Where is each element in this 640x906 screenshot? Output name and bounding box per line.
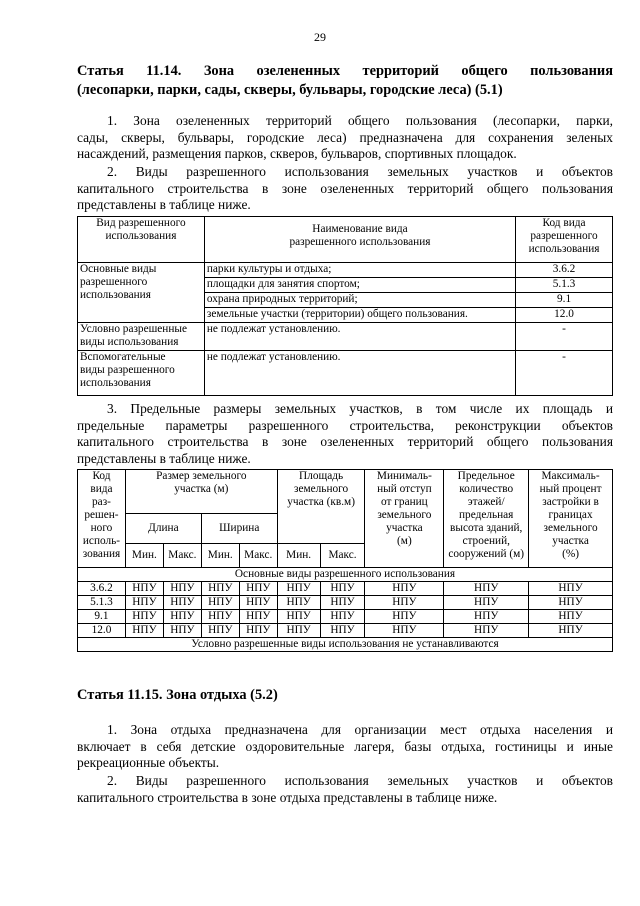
header-length: Длина <box>125 514 201 544</box>
cell: НПУ <box>320 624 365 638</box>
text-line: сады, скверы, бульвары, городские леса) предназначена для сохранения зеленых <box>77 129 613 145</box>
text-line: насаждений, размещения парков, скверов, бульваров, спортивных площадок. <box>77 146 517 161</box>
header-text: использования <box>105 230 177 242</box>
cell: НПУ <box>277 582 320 596</box>
label-text: виды разрешенного <box>80 364 175 376</box>
land-plot-limits-table <box>77 469 613 652</box>
header-max: Макс. <box>163 544 201 568</box>
cell: НПУ <box>365 582 444 596</box>
header-text: ного <box>90 522 113 534</box>
header-text: (%) <box>562 548 580 560</box>
article-11-14-title-line1: Статья 11.14. Зона озелененных территорий общего пользования <box>77 63 613 79</box>
table-row <box>78 351 613 396</box>
permitted-use-table <box>77 216 613 396</box>
cell: НПУ <box>125 582 163 596</box>
header-text: строений, <box>462 535 510 547</box>
text-line: капитального строительства в зоне озелененных территорий общего пользования <box>77 180 613 196</box>
header-text: земельного <box>377 509 432 521</box>
header-text: участка <box>552 535 589 547</box>
cell: НПУ <box>163 582 201 596</box>
header-max: Макс. <box>239 544 277 568</box>
header-min: Мин. <box>277 544 320 568</box>
text-line: представлены в таблице ниже. <box>77 450 251 466</box>
article-11-14-paragraph-1 <box>77 113 613 163</box>
cell: НПУ <box>444 582 529 596</box>
label-text: Вспомогательные <box>80 351 166 363</box>
header-max: Макс. <box>320 544 365 568</box>
header-text: Код <box>92 470 111 482</box>
header-plot-size <box>125 470 277 514</box>
cell: НПУ <box>163 596 201 610</box>
text-line: 3. Предельные размеры земельных участков, в том числе их площадь и <box>107 401 613 416</box>
header-text: участка (кв.м) <box>287 496 355 508</box>
header-width: Ширина <box>201 514 277 544</box>
label-text: Основные виды <box>80 263 157 275</box>
label-text: разрешенного <box>80 276 148 288</box>
article-11-15-title: Статья 11.15. Зона отдыха (5.2) <box>77 687 278 703</box>
use-code: 12.0 <box>78 624 126 638</box>
text-line: включает в себя детские оздоровительные лагеря, базы отдыха, гостиницы и иные <box>77 738 613 754</box>
header-text: Вид разрешенного <box>96 217 186 229</box>
cell: НПУ <box>365 624 444 638</box>
header-text: Площадь <box>299 470 344 482</box>
table-row <box>78 323 613 351</box>
header-text: земельного <box>543 522 598 534</box>
header-code <box>78 470 126 568</box>
text-line: 1. Зона озелененных территорий общего пользования (лесопарки, парки, <box>107 113 613 128</box>
cell: НПУ <box>125 610 163 624</box>
header-text: Размер земельного <box>156 470 247 482</box>
use-code: 9.1 <box>516 293 613 308</box>
article-11-15-paragraph-1 <box>77 722 613 772</box>
header-text: застройки в <box>542 496 599 508</box>
header-text: ный процент <box>539 483 602 495</box>
cell: НПУ <box>444 610 529 624</box>
table-header-row <box>78 470 613 514</box>
cell: НПУ <box>529 624 613 638</box>
cell: НПУ <box>320 610 365 624</box>
cell: НПУ <box>201 582 239 596</box>
article-11-14-title-line2: (лесопарки, парки, сады, скверы, бульвары, городские леса) (5.1) <box>77 82 503 98</box>
article-11-14-paragraph-2 <box>77 164 613 214</box>
label-text: виды использования <box>80 336 179 348</box>
cell: НПУ <box>125 596 163 610</box>
header-min: Мин. <box>201 544 239 568</box>
cell: НПУ <box>277 624 320 638</box>
header-text: разрешенного <box>530 230 598 242</box>
table-row <box>78 610 613 624</box>
use-code: 9.1 <box>78 610 126 624</box>
table-row <box>78 582 613 596</box>
auxiliary-uses-label <box>78 351 205 396</box>
text-line: предельные параметры разрешенного строительства, реконструкции объектов <box>77 417 613 433</box>
text-line: 2. Виды разрешенного использования земельных участков и объектов <box>107 164 613 179</box>
text-line: 2. Виды разрешенного использования земельных участков и объектов <box>107 773 613 788</box>
cell: НПУ <box>277 610 320 624</box>
label-text: использования <box>80 289 151 301</box>
table-header-row <box>78 217 613 263</box>
header-use-name <box>204 217 515 263</box>
header-text: (м) <box>397 535 412 547</box>
cell: НПУ <box>365 610 444 624</box>
table-footer-row <box>78 638 613 652</box>
conditional-uses-label <box>78 323 205 351</box>
label-text: использования <box>80 377 151 389</box>
page-number: 29 <box>314 30 326 44</box>
text-line: капитального строительства в зоне озелененных территорий общего пользования <box>77 434 613 449</box>
cell: НПУ <box>239 624 277 638</box>
header-use-type <box>78 217 205 263</box>
cell: НПУ <box>320 596 365 610</box>
cell: НПУ <box>444 624 529 638</box>
conditional-uses-note: Условно разрешенные виды использования не устанавливаются <box>78 638 613 652</box>
cell: НПУ <box>125 624 163 638</box>
header-min-setback <box>365 470 444 568</box>
main-uses-section: Основные виды разрешенного использования <box>78 568 613 582</box>
header-text: земельного <box>294 483 349 495</box>
header-text: раз- <box>92 496 111 508</box>
cell: НПУ <box>444 596 529 610</box>
cell: НПУ <box>365 596 444 610</box>
use-code: - <box>516 351 613 396</box>
header-text: этажей/ <box>467 496 505 508</box>
header-text: решен- <box>84 509 119 521</box>
cell: НПУ <box>277 596 320 610</box>
header-text: количество <box>459 483 514 495</box>
header-text: сооружений (м) <box>448 548 525 560</box>
header-text: разрешенного использования <box>289 236 431 248</box>
header-min: Мин. <box>125 544 163 568</box>
header-text: высота зданий, <box>450 522 523 534</box>
header-text: использования <box>528 243 600 255</box>
label-text: Условно разрешенные <box>80 323 187 335</box>
header-text: Наименование вида <box>312 223 408 235</box>
cell: НПУ <box>529 610 613 624</box>
cell: НПУ <box>163 624 201 638</box>
cell: НПУ <box>239 610 277 624</box>
table-row <box>78 596 613 610</box>
cell: НПУ <box>163 610 201 624</box>
header-text: исполь- <box>82 535 121 547</box>
header-text: Максималь- <box>541 470 600 482</box>
article-11-14-paragraph-3 <box>77 401 613 467</box>
use-code: 3.6.2 <box>516 263 613 278</box>
table-section-row <box>78 568 613 582</box>
header-text: границах <box>548 509 593 521</box>
header-text: участка <box>386 522 423 534</box>
text-line: капитального строительства в зоне отдыха представлены в таблице ниже. <box>77 789 498 805</box>
header-max-coverage <box>529 470 613 568</box>
table-row <box>78 263 613 278</box>
use-code: 5.1.3 <box>78 596 126 610</box>
text-line: представлены в таблице ниже. <box>77 197 251 212</box>
use-code: - <box>516 323 613 351</box>
header-text: вида <box>90 483 113 495</box>
header-text: от границ <box>381 496 428 508</box>
cell: НПУ <box>201 624 239 638</box>
header-text: ный отступ <box>377 483 432 495</box>
use-name: не подлежат установлению. <box>204 323 515 351</box>
cell: НПУ <box>239 596 277 610</box>
use-code: 3.6.2 <box>78 582 126 596</box>
use-code: 12.0 <box>516 308 613 323</box>
use-name: земельные участки (территории) общего пользования. <box>204 308 515 323</box>
cell: НПУ <box>529 582 613 596</box>
header-max-floors <box>444 470 529 568</box>
header-use-code <box>516 217 613 263</box>
cell: НПУ <box>239 582 277 596</box>
header-text: Код вида <box>542 217 586 229</box>
use-name: не подлежат установлению. <box>204 351 515 396</box>
text-line: 1. Зона отдыха предназначена для организации мест отдыха населения и <box>107 722 613 737</box>
text-line: рекреационные объекты. <box>77 755 220 770</box>
header-text: зования <box>82 548 121 560</box>
use-name: парки культуры и отдыха; <box>204 263 515 278</box>
cell: НПУ <box>529 596 613 610</box>
use-code: 5.1.3 <box>516 278 613 293</box>
header-text: Минималь- <box>376 470 432 482</box>
cell: НПУ <box>201 610 239 624</box>
header-text: участка (м) <box>174 483 229 495</box>
article-11-15-paragraph-2 <box>77 773 613 806</box>
cell: НПУ <box>201 596 239 610</box>
header-text: предельная <box>459 509 514 521</box>
cell: НПУ <box>320 582 365 596</box>
header-text: Предельное <box>457 470 515 482</box>
use-name: площадки для занятия спортом; <box>204 278 515 293</box>
table-row <box>78 624 613 638</box>
use-name: охрана природных территорий; <box>204 293 515 308</box>
main-uses-label <box>78 263 205 323</box>
header-plot-area <box>277 470 365 544</box>
